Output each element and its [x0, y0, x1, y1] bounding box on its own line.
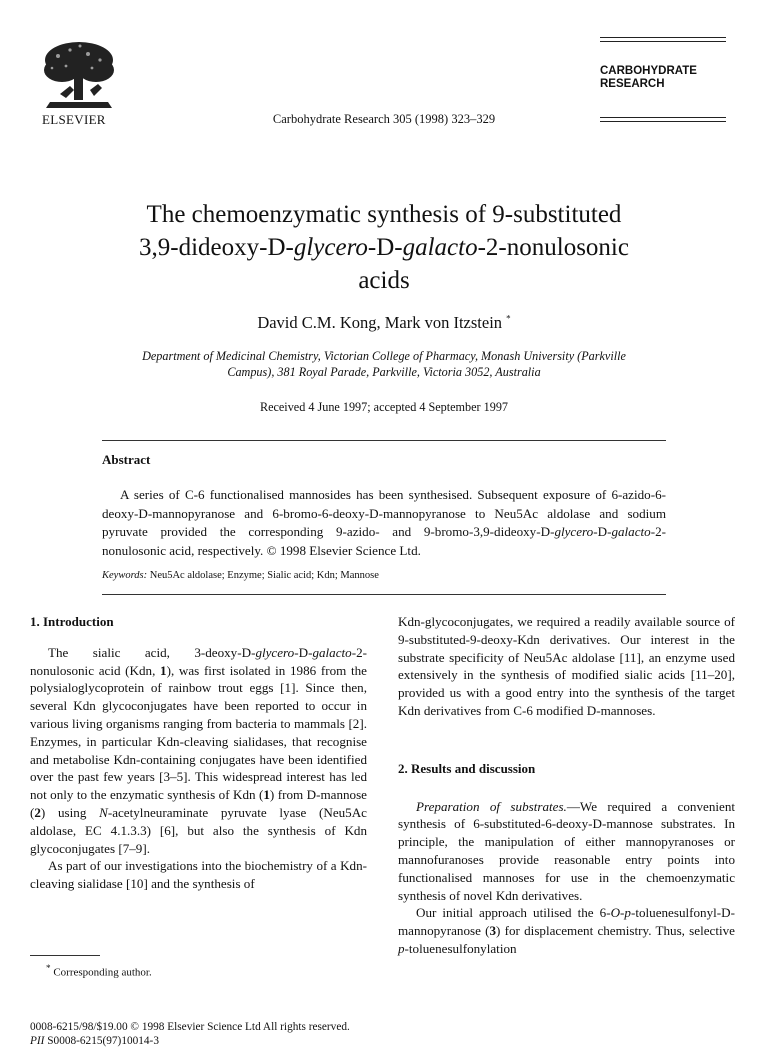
right-fragment: Our initial approach utilised the 6-	[416, 905, 611, 921]
publisher-name: ELSEVIER	[42, 112, 106, 127]
intro-fragment: ) using	[40, 804, 100, 820]
intro-fragment: -mannose (	[30, 787, 367, 820]
title-text: -2-nonulosonic	[477, 234, 629, 261]
intro-fragment: N	[99, 804, 108, 820]
abstract-bottom-rule	[102, 594, 666, 595]
abstract-fragment: -2-nonulosonic acid, respectively. © 1998 Elsevier Science Ltd.	[102, 524, 666, 559]
right-fragment: Preparation of substrates.	[416, 798, 567, 814]
intro-fragment: glycero	[255, 644, 295, 660]
intro-paragraph-1	[30, 644, 367, 858]
right-fragment: O	[610, 905, 621, 921]
intro-fragment: D	[306, 787, 317, 803]
footnote-text: Corresponding author.	[53, 966, 152, 979]
right-fragment: D	[586, 702, 597, 718]
right-fragment: D	[721, 905, 731, 921]
title-text: -	[285, 234, 294, 261]
intro-fragment: -2-nonulosonic acid (Kdn,	[30, 644, 367, 678]
abstract-top-rule	[102, 440, 666, 441]
keywords-list: Neu5Ac aldolase; Enzyme; Sialic acid; Kdn; Mannose	[149, 570, 379, 581]
abstract-fragment: -mannopyranose to Neu5Ac aldolase and sodium pyruvate provided the corresponding 9-azido- and 9-bromo-3,9-dideoxy-	[102, 505, 667, 540]
abstract-fragment: D	[597, 524, 608, 540]
title-text: 3,9-dideoxy-	[139, 234, 268, 261]
pii-value: S0008-6215(97)10014-3	[47, 1035, 159, 1047]
journal-bottom-rule	[600, 117, 726, 118]
abstract-heading: Abstract	[102, 452, 151, 467]
journal-name	[600, 65, 730, 91]
intro-paragraph-2: As part of our investigations into the biochemistry of a Kdn-cleaving sialidase [10] and the synthesis of	[30, 858, 367, 892]
journal-name-line2: RESEARCH	[600, 78, 665, 90]
title-text: D	[267, 234, 286, 261]
corresponding-mark: *	[506, 313, 511, 324]
title-line-3: acids	[358, 267, 410, 294]
right-fragment: p	[398, 940, 405, 956]
keywords	[102, 570, 379, 581]
journal-top-rule	[600, 37, 726, 38]
author-names: David C.M. Kong, Mark von Itzstein	[257, 313, 503, 332]
right-fragment: —We required a convenient synthesis of 6-substituted-6-deoxy-	[398, 798, 736, 832]
journal-top-rule-2	[600, 41, 726, 42]
right-fragment: -mannose substrates. In principle, the manipulation of either mannopyranoses or mannofuranoses provide reasonable entry points into functionalised mannoses for use in the chemoenzymatic synthesis of novel Kdn derivatives.	[398, 816, 735, 903]
title-text: -	[367, 234, 377, 261]
right-fragment: D	[592, 816, 602, 832]
compound-number: 1	[263, 787, 270, 803]
authors	[0, 313, 768, 333]
compound-number: 2	[34, 804, 41, 820]
title-line-2	[60, 231, 708, 264]
right-fragment: -toluenesulfonyl-	[630, 905, 722, 921]
right-fragment: ) for displacement chemistry. Thus, selective	[496, 923, 735, 939]
compound-number: 1	[160, 662, 167, 678]
abstract-fragment: -	[550, 524, 555, 540]
right-fragment: -mannopyranose (	[398, 905, 735, 939]
right-fragment: p	[624, 905, 631, 921]
footnote-mark: *	[46, 963, 51, 973]
abstract-fragment: D	[369, 505, 379, 521]
left-column	[30, 613, 367, 893]
intro-fragment: -acetylneuraminate pyruvate lyase (Neu5Ac aldolase, EC 4.1.3.3) [6], but also the synthesis of Kdn glycoconjugates [7–9].	[30, 804, 367, 856]
affiliation-line-1: Department of Medicinal Chemistry, Victorian College of Pharmacy, Monash University (Parkville	[142, 349, 626, 363]
intro-fragment: D	[241, 644, 252, 660]
elsevier-tree-icon	[40, 38, 118, 110]
abstract-fragment: galacto	[611, 524, 651, 540]
copyright-footer	[30, 1020, 350, 1048]
intro-fragment: -	[308, 644, 313, 660]
received-dates: Received 4 June 1997; accepted 4 September 1997	[259, 400, 509, 414]
right-column	[398, 613, 735, 958]
journal-reference: Carbohydrate Research 305 (1998) 323–329	[272, 112, 496, 126]
journal-bottom-rule-2	[600, 121, 726, 122]
journal-name-line1: CARBOHYDRATE	[600, 65, 697, 77]
article-title	[60, 198, 708, 297]
abstract-fragment: -	[607, 524, 612, 540]
introduction-heading: 1. Introduction	[30, 614, 114, 629]
intro-fragment: ), was first isolated in 1986 from the polysialoglycoprotein of rainbow trout eggs [1]. Since then, several Kdn glycoconjugates have been reported to occur in various living organisms ranging from bacteria to mammals [2]. Enzymes, in particular Kdn-cleaving sialidases, that recognise and metabolise Kdn-containing conjugates have been identified over the past few years [3–5]. This widespread interest has led not only to the enzymatic synthesis of Kdn (	[30, 662, 367, 803]
abstract-fragment: A series of C-6 functionalised mannosides has been synthesised. Subsequent exposure of 6-azido-6-deoxy-	[102, 487, 666, 521]
intro-fragment: ) from	[269, 787, 307, 803]
footnote-rule	[30, 955, 100, 956]
right-paragraph-3	[398, 904, 735, 957]
affiliation-line-2: Campus), 381 Royal Parade, Parkville, Victoria 3052, Australia	[227, 365, 541, 379]
right-fragment: -toluenesulfonylation	[404, 940, 517, 956]
pii-label: PII	[30, 1035, 45, 1047]
compound-number: 3	[489, 923, 497, 939]
right-paragraph-1	[398, 613, 735, 720]
abstract-fragment: D	[138, 505, 148, 521]
pii-line	[30, 1034, 350, 1048]
right-fragment: -mannoses.	[596, 702, 656, 718]
affiliation	[90, 348, 678, 380]
abstract-fragment: glycero	[554, 524, 594, 540]
keywords-label: Keywords:	[102, 570, 148, 581]
intro-fragment: -	[251, 644, 256, 660]
footnote	[46, 963, 152, 979]
intro-fragment: galacto	[312, 644, 352, 660]
intro-fragment: -	[294, 644, 299, 660]
title-text: galacto	[402, 234, 478, 261]
abstract-fragment: D	[540, 524, 551, 540]
results-heading: 2. Results and discussion	[398, 760, 536, 776]
copyright-line: 0008-6215/98/$19.00 © 1998 Elsevier Science Ltd All rights reserved.	[30, 1021, 350, 1033]
right-fragment: -	[620, 905, 625, 921]
title-text: D	[376, 234, 395, 261]
intro-fragment: D	[298, 644, 309, 660]
abstract-text	[102, 486, 666, 561]
intro-fragment: The sialic acid, 3-deoxy-	[48, 644, 242, 660]
abstract-fragment: -mannopyranose and 6-bromo-6-deoxy-	[147, 505, 370, 521]
right-paragraph-2	[398, 798, 735, 905]
abstract-fragment: -	[593, 524, 598, 540]
title-text: -	[394, 234, 403, 261]
title-text: glycero	[293, 234, 368, 261]
title-line-1: The chemoenzymatic synthesis of 9-substituted	[146, 201, 622, 228]
right-fragment: Kdn-glycoconjugates, we required a readily available source of 9-substituted-9-deoxy-Kdn derivatives. Our interest in the substrate specificity of Neu5Ac aldolase [11], an enzyme used extensively in the synthesis of modified sialic acids [11–20], provided us with a good entry into the synthesis of the target Kdn derivatives from C-6 modified	[398, 614, 735, 718]
